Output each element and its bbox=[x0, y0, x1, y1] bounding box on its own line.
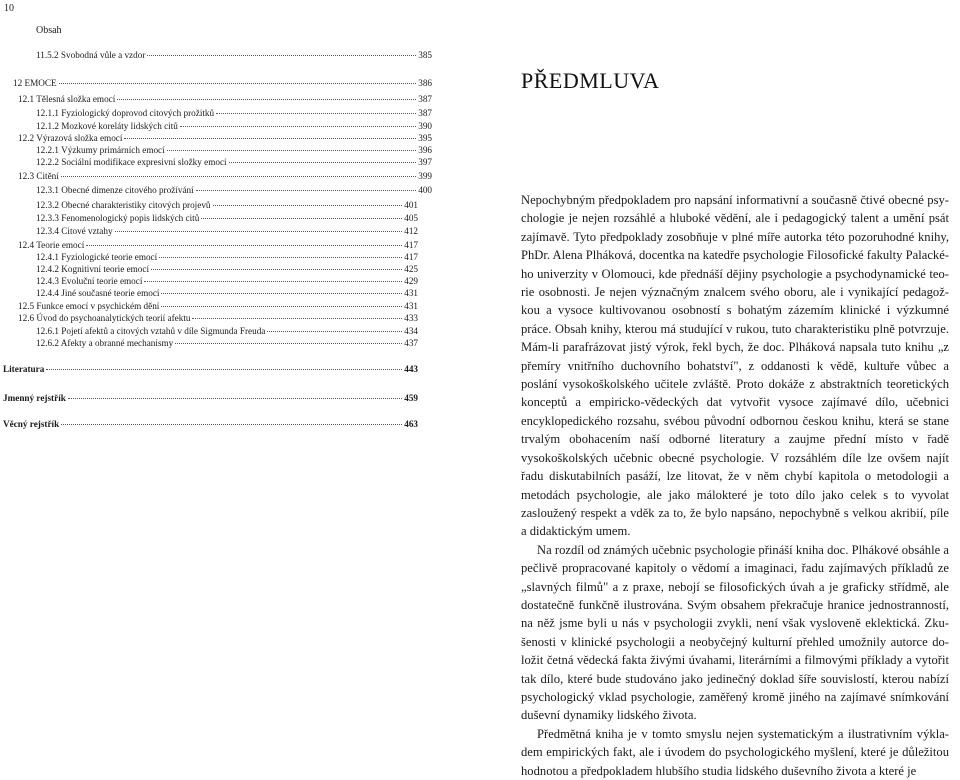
toc-entry-label: 12.3.4 Citové vztahy bbox=[36, 226, 113, 236]
toc-entry-label: 12.4.1 Fyziologické teorie emocí bbox=[36, 252, 158, 262]
preface-paragraph-1: Nepochybným předpokladem pro napsání informativní a současně čtivé obecné psychologie je nejen rozsáhlé a hluboké vědění, ale i pedagogický talent a umění psát zajímavě. Tyto předpoklady zosobňuje v plné míře autorka této pozoruhodné knihy, PhDr. Alena Plháková, docentka na katedře psychologie Filosofické fakulty Palackého univerzity v Olomouci, kde přednáší dějiny psychologie a psychodynamické teorie osobnosti. Je nejen význačným znalcem svého oboru, ale i vynikající pedagož-kou a vysoce kultivovanou osobností s bohatým zázemím klinické i výzkumné práce. Obsah knihy, kterou má studující v rukou, tuto charakteristiku plně potvrzuje. Mám-li parafrázovat jistý výrok, řekl bych, že doc. Plháková napsala tuto knihu „z přemíry vnitřního duchovního bohatství", z oddanosti k vědě, kultuře vůbec a poslání vysokoškolského učitele zvláště. Proto dokáže z abstraktních teoretických konceptů a empiricko-vědeckých dat vytvořit vysoce zajímavé dílo, učebnici encyklopedického rozsahu, svébou původní odbornou českou knihu, která se stane trvalým obohacením naší odborné literatury a zaujme přední místo v řadě vysokoškolských učebnic obecné psychologie. V rozsáhlém díle lze ovšem najít řadu diskutabilních pasáží, lze litovat, že v něm chybí kapitola o metodologii a metodách psychologie, ale jako málokteré je toto dílo jako celek s to vyvolat zasloužený respekt a vděk za to, že bylo napsáno, nepochybně s velkou akribií, píle a didaktickým umem. bbox=[521, 193, 949, 539]
table-of-contents bbox=[0, 0, 450, 688]
page-number: 10 bbox=[4, 3, 14, 14]
toc-entry[interactable] bbox=[18, 240, 418, 251]
toc-leader-dots bbox=[61, 176, 416, 177]
toc-entry[interactable] bbox=[36, 213, 418, 224]
toc-entry-page: 399 bbox=[418, 171, 432, 181]
toc-entry-page: 401 bbox=[404, 200, 418, 210]
toc-entry-label: 12.2.1 Výzkumy primárních emocí bbox=[36, 145, 165, 155]
toc-entry-page: 405 bbox=[404, 213, 418, 223]
toc-entry[interactable] bbox=[36, 326, 418, 337]
toc-entry-label: 12.4.2 Kognitivní teorie emocí bbox=[36, 264, 150, 274]
toc-leader-dots bbox=[115, 231, 403, 232]
toc-leader-dots bbox=[61, 424, 402, 425]
toc-entry-label: 12.3.2 Obecné charakteristiky citových projevů bbox=[36, 200, 211, 210]
toc-entry[interactable] bbox=[36, 145, 432, 156]
toc-entry-page: 397 bbox=[418, 157, 432, 167]
toc-entry-label: 12.3.1 Obecné dimenze citového prožívání bbox=[36, 185, 194, 195]
toc-entry-label: 12.3 Citění bbox=[18, 171, 59, 181]
toc-entry-label: Věcný rejstřík bbox=[3, 419, 60, 429]
toc-leader-dots bbox=[229, 162, 417, 163]
toc-entry-label: 12.4.3 Evoluční teorie emocí bbox=[36, 276, 143, 286]
toc-entry[interactable] bbox=[36, 185, 432, 196]
toc-entry-page: 437 bbox=[404, 338, 418, 348]
preface-paragraph-3: Předmětná kniha je v tomto smyslu nejen systematickým a ilustrativním výkladem empirických fakt, ale i úvodem do psychologického myšlení, které je důležitou hodnotou a předpokladem hlubšího studia lidského duševního života a které je bbox=[521, 726, 949, 778]
toc-entry-page: 400 bbox=[418, 185, 432, 195]
toc-entry-label: 12.6 Úvod do psychoanalytických teorií afektu bbox=[18, 313, 191, 323]
toc-entry-page: 434 bbox=[404, 326, 418, 336]
toc-leader-dots bbox=[68, 398, 402, 399]
toc-leader-dots bbox=[124, 138, 416, 139]
toc-leader-dots bbox=[144, 281, 402, 282]
toc-entry-label: 12.6.1 Pojetí afektů a citových vztahů v díle Sigmunda Freuda bbox=[36, 326, 266, 336]
toc-entry-label: 12.1.1 Fyziologický doprovod citových prožitků bbox=[36, 108, 215, 118]
toc-leader-dots bbox=[86, 245, 402, 246]
toc-leader-dots bbox=[192, 318, 402, 319]
toc-entry-page: 433 bbox=[404, 313, 418, 323]
toc-entry-label: Jmenný rejstřík bbox=[3, 393, 66, 403]
toc-entry-page: 425 bbox=[404, 264, 418, 274]
toc-entry-page: 417 bbox=[404, 240, 418, 250]
toc-entry[interactable] bbox=[36, 200, 418, 211]
toc-leader-dots bbox=[267, 331, 402, 332]
toc-leader-dots bbox=[201, 218, 402, 219]
toc-entry-page: 429 bbox=[404, 276, 418, 286]
toc-entry[interactable] bbox=[3, 364, 418, 375]
toc-entry[interactable] bbox=[36, 264, 418, 275]
toc-entry[interactable] bbox=[36, 157, 432, 168]
toc-entry[interactable] bbox=[13, 78, 432, 89]
toc-entry-page: 385 bbox=[418, 50, 432, 60]
toc-entry-page: 390 bbox=[418, 121, 432, 131]
toc-leader-dots bbox=[180, 126, 416, 127]
toc-leader-dots bbox=[117, 99, 416, 100]
toc-entry[interactable] bbox=[18, 301, 418, 312]
toc-entry-page: 463 bbox=[404, 419, 418, 429]
toc-entry-page: 412 bbox=[404, 226, 418, 236]
preface-title: PŘEDMLUVA bbox=[521, 68, 660, 93]
toc-leader-dots bbox=[175, 343, 402, 344]
toc-entry-page: 387 bbox=[418, 94, 432, 104]
toc-entry-page: 417 bbox=[404, 252, 418, 262]
toc-entry[interactable] bbox=[36, 226, 418, 237]
toc-entry-page: 459 bbox=[404, 393, 418, 403]
toc-leader-dots bbox=[167, 150, 417, 151]
toc-heading: Obsah bbox=[36, 25, 62, 36]
toc-leader-dots bbox=[213, 205, 403, 206]
toc-entry[interactable] bbox=[3, 419, 418, 430]
toc-entry-label: 12.6.2 Afekty a obranné mechanismy bbox=[36, 338, 174, 348]
preface-body bbox=[521, 191, 949, 780]
toc-entry[interactable] bbox=[18, 133, 432, 144]
toc-entry-label: 12.5 Funkce emocí v psychickém dění bbox=[18, 301, 160, 311]
toc-entry-label: 12.2 Výrazová složka emocí bbox=[18, 133, 123, 143]
toc-entry[interactable] bbox=[36, 121, 432, 132]
toc-leader-dots bbox=[46, 369, 402, 370]
toc-entry[interactable] bbox=[36, 50, 432, 61]
toc-entry-label: 12.4 Teorie emocí bbox=[18, 240, 85, 250]
toc-entry-page: 396 bbox=[418, 145, 432, 155]
toc-entry-page: 395 bbox=[418, 133, 432, 143]
toc-entry-label: 12.1.2 Mozkové koreláty lidských citů bbox=[36, 121, 178, 131]
toc-leader-dots bbox=[59, 83, 417, 84]
toc-entry-label: Literatura bbox=[3, 364, 45, 374]
toc-leader-dots bbox=[147, 55, 416, 56]
preface-paragraph-2: Na rozdíl od známých učebnic psychologie přináší kniha doc. Plhákové obsáhle a pečlivě propracované kapitoly o vědomí a imaginaci, řadu zajímavých příkladů ze „slavných filmů" a z praxe, nebojí se filosofických úvah a je graficky střídmě, ale dostatečně funkčně ilustrována. Svým obsahem překračuje hranice jednostranností, na něž jsme byli u nás v psychologii zvykli, není však vysloveně eklektická. Zkušenosti v klinické psychologii a neobyčejný kulturní přehled umožnily autorce doložit četná vědecká fakta živými úvahami, literárními a filmovými příklady a vytořit tak dílo, které bude studováno jako jedinečný doklad šíře souvislostí, kterou nabízí psychologický vklad psychologie, zaměřený kromě jiného na zajímavé snímkování duševní dynamiky lidského života. bbox=[521, 542, 949, 723]
toc-entry[interactable] bbox=[18, 313, 418, 324]
toc-entry[interactable] bbox=[36, 338, 418, 349]
toc-entry-page: 386 bbox=[418, 78, 432, 88]
toc-entry[interactable] bbox=[18, 171, 432, 182]
toc-entry[interactable] bbox=[36, 108, 432, 119]
toc-entry-page: 387 bbox=[418, 108, 432, 118]
toc-leader-dots bbox=[159, 257, 402, 258]
toc-leader-dots bbox=[151, 269, 402, 270]
toc-leader-dots bbox=[161, 306, 402, 307]
toc-entry-label: 12.3.3 Fenomenologický popis lidských citů bbox=[36, 213, 200, 223]
toc-entry[interactable] bbox=[36, 252, 418, 263]
toc-leader-dots bbox=[196, 190, 417, 191]
toc-entry-label: 12.1 Tělesná složka emocí bbox=[18, 94, 116, 104]
toc-entry-label: 12.2.2 Sociální modifikace expresivní složky emocí bbox=[36, 157, 227, 167]
toc-leader-dots bbox=[161, 293, 402, 294]
toc-leader-dots bbox=[216, 113, 416, 114]
toc-entry[interactable] bbox=[18, 94, 432, 105]
toc-entry-page: 431 bbox=[404, 288, 418, 298]
toc-entry[interactable] bbox=[36, 276, 418, 287]
toc-entry-label: 12 EMOCE bbox=[13, 78, 57, 88]
toc-entry[interactable] bbox=[36, 288, 418, 299]
toc-entry[interactable] bbox=[3, 393, 418, 404]
toc-entry-label: 11.5.2 Svobodná vůle a vzdor bbox=[36, 50, 146, 60]
toc-entry-page: 431 bbox=[404, 301, 418, 311]
toc-entry-label: 12.4.4 Jiné současné teorie emocí bbox=[36, 288, 160, 298]
toc-entry-page: 443 bbox=[404, 364, 418, 374]
